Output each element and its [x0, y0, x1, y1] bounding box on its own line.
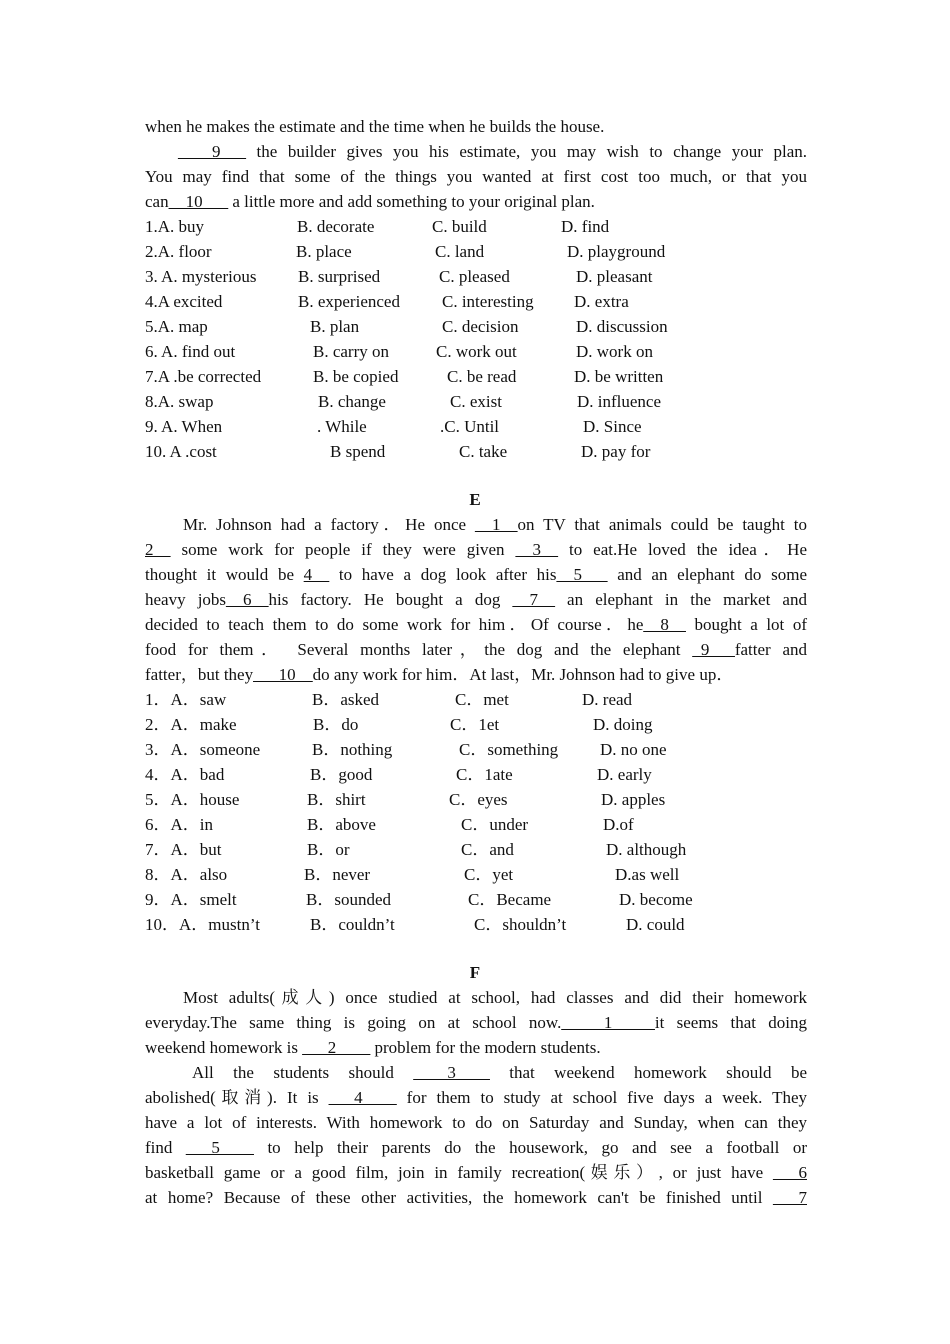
option-5-C: C．eyes — [449, 790, 508, 809]
option-10-D: D. could — [626, 915, 685, 934]
passage-line: Most adults(成人) once studied at school, had classes and did their homework — [183, 988, 807, 1007]
passage-line — [145, 1138, 807, 1158]
option-5-B: B. plan — [310, 317, 360, 336]
option-1-D: D. read — [582, 690, 633, 709]
blank-9: _9___ — [692, 640, 735, 659]
option-5-A: 5．A．house — [145, 790, 240, 809]
text: All the students should — [192, 1063, 414, 1082]
option-1-A: 1．A．saw — [145, 690, 227, 709]
option-10-A: 10．A．mustn’t — [145, 915, 260, 934]
option-9-A: 9．A．smelt — [145, 890, 237, 909]
text: heavy jobs — [145, 590, 227, 609]
option-1-B: B．asked — [312, 690, 380, 709]
blank-1: __1__ — [474, 515, 518, 534]
option-9-D: D. Since — [583, 417, 642, 436]
option-2-C: C. land — [435, 242, 485, 261]
text: and an elephant do some — [607, 565, 807, 584]
option-4-D: D. early — [597, 765, 652, 784]
text: for them to study at school five days a week. They — [396, 1088, 808, 1107]
option-5-C: C. decision — [442, 317, 519, 336]
text: at home? Because of these other activities, the homework can't be finished until — [145, 1188, 773, 1207]
text: abolished(取消). It is — [145, 1088, 329, 1107]
option-6-D: D.of — [603, 815, 634, 834]
option-9-A: 9. A. When — [145, 417, 223, 436]
option-9-B: B．sounded — [306, 890, 391, 909]
passage-line — [145, 665, 807, 685]
passage-line — [145, 615, 807, 635]
text: that weekend homework should be — [489, 1063, 807, 1082]
text: decided to teach them to do some work for him．Of course．he — [145, 615, 644, 634]
passage-line — [192, 1063, 807, 1083]
option-1-A: 1.A. buy — [145, 217, 205, 236]
option-6-B: B．above — [307, 815, 376, 834]
option-4-D: D. extra — [574, 292, 629, 311]
text: the builder gives you his estimate, you may wish to change your plan. — [246, 142, 807, 161]
text: everyday.The same thing is going on at school now. — [145, 1013, 562, 1032]
option-4-A: 4．A．bad — [145, 765, 225, 784]
option-1-B: B. decorate — [297, 217, 375, 236]
option-2-B: B．do — [313, 715, 359, 734]
passage-line — [145, 540, 807, 560]
blank-4: 4__ — [303, 565, 330, 584]
text: a little more and add something to your original plan. — [228, 192, 595, 211]
text: food for them． Several months later，the dog and the elephant — [145, 640, 693, 659]
option-8-C: C. exist — [450, 392, 502, 411]
passage-line — [145, 1163, 807, 1183]
passage-line: have a lot of interests. With homework to do on Saturday and Sunday, when can they — [145, 1113, 807, 1132]
option-8-B: B. change — [318, 392, 386, 411]
option-8-D: D.as well — [615, 865, 680, 884]
text: weekend homework is — [145, 1038, 303, 1057]
option-5-D: D. apples — [601, 790, 666, 809]
option-8-D: D. influence — [577, 392, 662, 411]
option-8-A: 8．A．also — [145, 865, 228, 884]
option-6-A: 6．A．in — [145, 815, 213, 834]
option-7-A: 7.A .be corrected — [145, 367, 262, 386]
option-10-B: B．couldn’t — [310, 915, 395, 934]
option-8-B: B．never — [304, 865, 371, 884]
passage-line — [145, 590, 807, 610]
blank-1: _____1_____ — [561, 1013, 655, 1032]
option-7-D: D. although — [606, 840, 687, 859]
option-2-C: C．1et — [450, 715, 500, 734]
text: some work for people if they were given — [170, 540, 516, 559]
option-2-A: 2．A．make — [145, 715, 237, 734]
option-1-C: C. build — [432, 217, 487, 236]
option-7-C: C．and — [461, 840, 514, 859]
option-4-B: B. experienced — [298, 292, 400, 311]
text: fatter，but they — [145, 665, 254, 684]
text: an elephant in the market and — [554, 590, 807, 609]
passage-line — [145, 1188, 807, 1208]
option-8-C: C．yet — [464, 865, 514, 884]
passage-line — [145, 1038, 807, 1058]
section-heading-f: F — [469, 963, 481, 982]
option-7-B: B．or — [307, 840, 350, 859]
option-6-C: C．under — [461, 815, 529, 834]
option-9-B: . While — [317, 417, 367, 436]
text: it seems that doing — [654, 1013, 807, 1032]
option-7-C: C. be read — [447, 367, 517, 386]
option-4-A: 4.A excited — [145, 292, 223, 311]
blank-3: ____3____ — [413, 1063, 490, 1082]
option-6-D: D. work on — [576, 342, 653, 361]
option-3-B: B．nothing — [312, 740, 393, 759]
option-4-C: C．1ate — [456, 765, 513, 784]
option-9-D: D. become — [619, 890, 693, 909]
option-7-A: 7．A．but — [145, 840, 222, 859]
option-9-C: C．Became — [468, 890, 552, 909]
text: to have a dog look after his — [329, 565, 557, 584]
option-4-B: B．good — [310, 765, 373, 784]
option-3-A: 3. A. mysterious — [145, 267, 257, 286]
text: problem for the modern students. — [370, 1038, 601, 1057]
text: do any work for him．At last，Mr. Johnson had to give up． — [312, 665, 734, 684]
passage-line — [145, 1013, 807, 1033]
option-3-B: B. surprised — [298, 267, 381, 286]
option-3-C: C. pleased — [439, 267, 510, 286]
blank-10: ___10__ — [253, 665, 313, 684]
blank-6: ___6 — [773, 1163, 807, 1182]
section-heading-e: E — [469, 490, 481, 509]
option-10-D: D. pay for — [581, 442, 651, 461]
passage-line — [183, 515, 807, 535]
option-6-C: C. work out — [436, 342, 517, 361]
option-10-C: C．shouldn’t — [474, 915, 567, 934]
option-2-A: 2.A. floor — [145, 242, 212, 261]
passage-line: You may find that some of the things you wanted at first cost too much, or that you — [145, 167, 807, 186]
text: find — [145, 1138, 186, 1157]
text: thought it would be — [145, 565, 304, 584]
option-9-C: .C. Until — [440, 417, 500, 436]
option-3-C: C．something — [459, 740, 559, 759]
passage-line — [145, 192, 807, 212]
option-7-B: B. be copied — [313, 367, 399, 386]
text: bought a lot of — [685, 615, 807, 634]
blank-2: 2__ — [145, 540, 171, 559]
blank-9: ____9___ — [178, 142, 246, 161]
blank-10: __10___ — [168, 192, 229, 211]
passage-line — [145, 565, 807, 585]
option-3-D: D. pleasant — [576, 267, 653, 286]
passage-line — [145, 640, 807, 660]
blank-8: __8__ — [643, 615, 686, 634]
text: on TV that animals could be taught to — [517, 515, 807, 534]
option-5-B: B．shirt — [307, 790, 366, 809]
passage-line: when he makes the estimate and the time when he builds the house. — [145, 117, 605, 136]
text: to eat.He loved the idea．He — [558, 540, 807, 559]
blank-7: ___7 — [773, 1188, 807, 1207]
passage-line — [145, 1088, 807, 1108]
option-10-C: C. take — [459, 442, 508, 461]
blank-2: ___2____ — [302, 1038, 371, 1057]
option-1-C: C．met — [455, 690, 509, 709]
option-7-D: D. be written — [574, 367, 664, 386]
option-2-D: D. playground — [567, 242, 666, 261]
option-3-A: 3．A．someone — [145, 740, 261, 759]
option-5-A: 5.A. map — [145, 317, 208, 336]
option-2-D: D. doing — [593, 715, 653, 734]
blank-5: __5___ — [556, 565, 608, 584]
option-6-B: B. carry on — [313, 342, 390, 361]
blank-4: ___4____ — [328, 1088, 397, 1107]
text: basketball game or a good film, join in family recreation(娱乐）, or just have — [145, 1163, 773, 1182]
blank-3: __3__ — [515, 540, 559, 559]
text: can — [145, 192, 169, 211]
blank-5: ___5____ — [185, 1138, 254, 1157]
option-10-B: B spend — [330, 442, 386, 461]
option-4-C: C. interesting — [442, 292, 534, 311]
option-10-A: 10. A .cost — [145, 442, 217, 461]
passage-line — [145, 142, 807, 162]
option-3-D: D. no one — [600, 740, 667, 759]
text: to help their parents do the housework, go and see a football or — [253, 1138, 808, 1157]
blank-6: __6__ — [226, 590, 269, 609]
blank-7: __7__ — [512, 590, 555, 609]
option-1-D: D. find — [561, 217, 610, 236]
text: his factory. He bought a dog — [268, 590, 513, 609]
option-6-A: 6. A. find out — [145, 342, 236, 361]
option-8-A: 8.A. swap — [145, 392, 214, 411]
text: Mr. Johnson had a factory．He once — [183, 515, 475, 534]
option-2-B: B. place — [296, 242, 352, 261]
option-5-D: D. discussion — [576, 317, 668, 336]
text: fatter and — [734, 640, 807, 659]
